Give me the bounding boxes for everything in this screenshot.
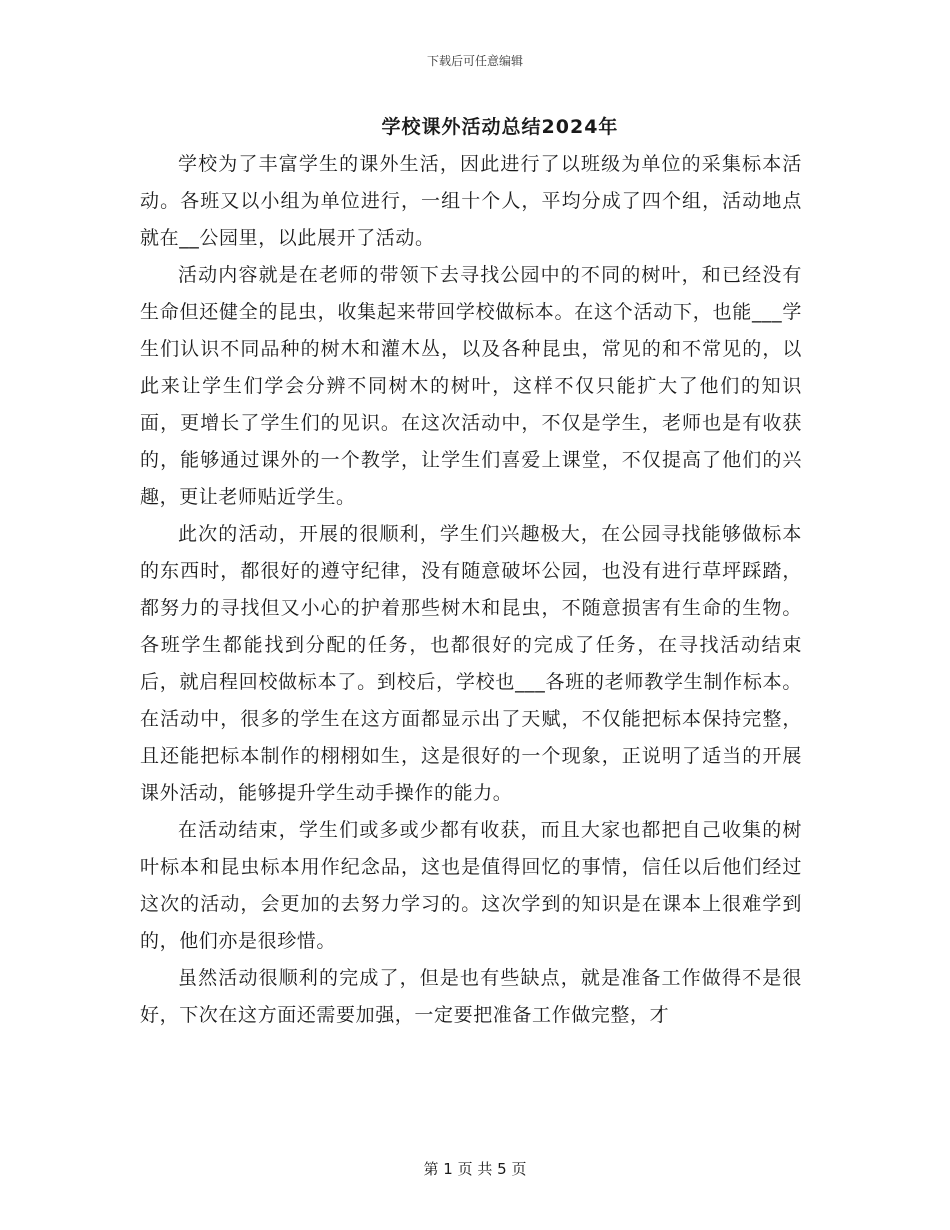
- paragraph: 虽然活动很顺利的完成了，但是也有些缺点，就是准备工作做得不是很好，下次在这方面还需要加强，一定要把准备工作做完整，才: [140, 967, 802, 1026]
- page-header: 下载后可任意编辑: [426, 54, 523, 68]
- document-body: [140, 146, 802, 1034]
- paragraph: 在活动结束，学生们或多或少都有收获，而且大家也都把自己收集的树叶标本和昆虫标本用作纪念品，这也是值得回忆的事情，信任以后他们经过这次的活动，会更加的去努力学习的。这次学到的知识是在课本上很难学到的，他们亦是很珍惜。: [140, 819, 802, 952]
- page-number: 第 1 页 共 5 页: [423, 1160, 527, 1178]
- document-title: 学校课外活动总结2024年: [381, 116, 619, 138]
- paragraph: 此次的活动，开展的很顺利，学生们兴趣极大，在公园寻找能够做标本的东西时，都很好的遵守纪律，没有随意破坏公园，也没有进行草坪踩踏，都努力的寻找但又小心的护着那些树木和昆虫，不随意损害有生命的生物。各班学生都能找到分配的任务，也都很好的完成了任务，在寻找活动结束后，就启程回校做标本了。到校后，学校也___各班的老师教学生制作标本。在活动中，很多的学生在这方面都显示出了天赋，不仅能把标本保持完整，且还能把标本制作的栩栩如生，这是很好的一个现象，正说明了适当的开展课外活动，能够提升学生动手操作的能力。: [140, 523, 802, 804]
- paragraph: 学校为了丰富学生的课外生活，因此进行了以班级为单位的采集标本活动。各班又以小组为单位进行，一组十个人，平均分成了四个组，活动地点就在__公园里，以此展开了活动。: [140, 153, 802, 249]
- paragraph: 活动内容就是在老师的带领下去寻找公园中的不同的树叶，和已经没有生命但还健全的昆虫，收集起来带回学校做标本。在这个活动下，也能___学生们认识不同品种的树木和灌木丛，以及各种昆虫，常见的和不常见的，以此来让学生们学会分辨不同树木的树叶，这样不仅只能扩大了他们的知识面，更增长了学生们的见识。在这次活动中，不仅是学生，老师也是有收获的，能够通过课外的一个教学，让学生们喜爱上课堂，不仅提高了他们的兴趣，更让老师贴近学生。: [140, 264, 802, 508]
